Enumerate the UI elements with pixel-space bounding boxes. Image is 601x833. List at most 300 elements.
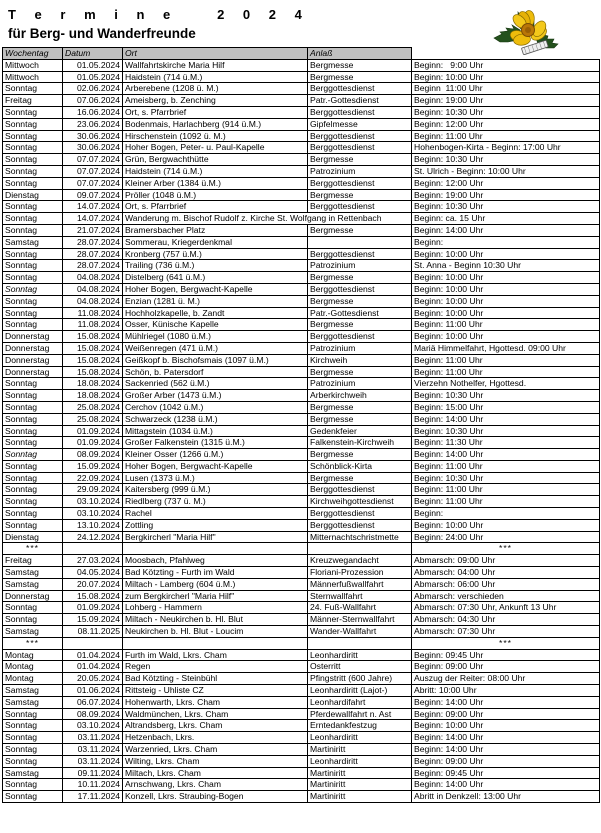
info-cell: Mariä Himmelfahrt, Hgottesd. 09:00 Uhr [412, 342, 600, 354]
weekday-cell: Montag [3, 661, 63, 673]
ort-cell: Cerchov (1042 ü.M.) [123, 401, 308, 413]
anlass-cell: Patrozinium [308, 260, 412, 272]
ort-cell: Lohberg - Hammern [123, 602, 308, 614]
empty-cell [123, 637, 308, 649]
info-cell: Beginn: [412, 508, 600, 520]
table-row [3, 590, 600, 602]
weekday-cell: Freitag [3, 555, 63, 567]
weekday-cell: Donnerstag [3, 590, 63, 602]
ort-cell: Hoher Bogen, Bergwacht-Kapelle [123, 283, 308, 295]
weekday-cell: Sonntag [3, 732, 63, 744]
date-cell: 03.10.2024 [63, 496, 123, 508]
anlass-cell: Pfingstritt (600 Jahre) [308, 673, 412, 685]
date-cell: 14.07.2024 [63, 213, 123, 225]
anlass-cell: Schönblick-Kirta [308, 460, 412, 472]
anlass-cell: Bergmesse [308, 413, 412, 425]
ort-cell: Geißkopf b. Bischofsmais (1097 ü.M.) [123, 354, 308, 366]
info-cell: Abmarsch: verschieden [412, 590, 600, 602]
table-row [3, 83, 600, 95]
date-cell: 03.11.2024 [63, 744, 123, 756]
ort-cell: Kaitersberg (999 ü.M.) [123, 484, 308, 496]
info-cell: Beginn: 09:00 Uhr [412, 661, 600, 673]
ort-cell: Rachel [123, 508, 308, 520]
date-cell: 03.11.2024 [63, 732, 123, 744]
anlass-cell: Bergmesse [308, 319, 412, 331]
anlass-cell: Martiniritt [308, 744, 412, 756]
date-cell: 20.07.2024 [63, 578, 123, 590]
table-row [3, 95, 600, 107]
date-cell: 01.06.2024 [63, 685, 123, 697]
ort-cell: Bodenmais, Harlachberg (914 ü.M.) [123, 118, 308, 130]
date-cell: 06.07.2024 [63, 696, 123, 708]
date-cell: 25.08.2024 [63, 401, 123, 413]
anlass-cell: Berggottesdienst [308, 106, 412, 118]
anlass-cell: Gedenkfeier [308, 425, 412, 437]
weekday-cell: Samstag [3, 626, 63, 638]
date-cell: 15.08.2024 [63, 331, 123, 343]
table-row [3, 366, 600, 378]
info-cell: Beginn: 10:00 Uhr [412, 248, 600, 260]
date-cell: 03.10.2024 [63, 720, 123, 732]
weekday-cell: Sonntag [3, 720, 63, 732]
info-cell: St. Anna - Beginn 10:30 Uhr [412, 260, 600, 272]
table-row [3, 390, 600, 402]
ort-cell: Regen [123, 661, 308, 673]
anlass-cell: Gipfelmesse [308, 118, 412, 130]
schedule-body [3, 59, 600, 802]
table-row [3, 531, 600, 543]
date-cell: 23.06.2024 [63, 118, 123, 130]
weekday-cell: Montag [3, 649, 63, 661]
anlass-cell: Erntedankfestzug [308, 720, 412, 732]
column-header-empty [412, 48, 600, 60]
ort-cell: Hirschenstein (1092 ü. M.) [123, 130, 308, 142]
table-row [3, 59, 600, 71]
date-cell: 20.05.2024 [63, 673, 123, 685]
anlass-cell: Bergmesse [308, 449, 412, 461]
ort-cell: Enzian (1281 ü. M.) [123, 295, 308, 307]
ort-cell: Furth im Wald, Lkrs. Cham [123, 649, 308, 661]
schedule-table [2, 47, 600, 803]
table-row [3, 401, 600, 413]
weekday-cell: Sonntag [3, 248, 63, 260]
info-cell: Beginn: 14:00 Uhr [412, 779, 600, 791]
date-cell: 04.08.2024 [63, 283, 123, 295]
weekday-cell: Samstag [3, 685, 63, 697]
anlass-cell: Berggottesdienst [308, 201, 412, 213]
separator-marker-right: *** [412, 543, 600, 555]
date-cell: 25.08.2024 [63, 413, 123, 425]
anlass-cell: Martiniritt [308, 767, 412, 779]
table-row [3, 307, 600, 319]
separator-marker-left: *** [3, 637, 63, 649]
info-cell: Beginn: 10:00 Uhr [412, 720, 600, 732]
date-cell: 01.09.2024 [63, 425, 123, 437]
date-cell: 08.09.2024 [63, 708, 123, 720]
separator-marker-right: *** [412, 637, 600, 649]
info-cell: Beginn: 14:00 Uhr [412, 744, 600, 756]
date-cell: 07.07.2024 [63, 177, 123, 189]
anlass-cell: Patrozinium [308, 342, 412, 354]
ort-cell: Arberebene (1208 ü. M.) [123, 83, 308, 95]
column-header-wochentag: Wochentag [3, 48, 63, 60]
info-cell: Beginn: 14:00 Uhr [412, 224, 600, 236]
info-cell: Beginn: 10:00 Uhr [412, 519, 600, 531]
date-cell: 14.07.2024 [63, 201, 123, 213]
info-cell: Beginn: 11:00 Uhr [412, 484, 600, 496]
ort-cell: Ort, s. Pfarrbrief [123, 106, 308, 118]
date-cell: 04.08.2024 [63, 295, 123, 307]
date-cell: 17.11.2024 [63, 791, 123, 803]
date-cell: 30.06.2024 [63, 130, 123, 142]
info-cell: Beginn: 10:30 Uhr [412, 390, 600, 402]
table-row [3, 508, 600, 520]
info-cell: Abmarsch: 07:30 Uhr, Ankunft 13 Uhr [412, 602, 600, 614]
table-row [3, 425, 600, 437]
table-row [3, 378, 600, 390]
info-cell: Beginn 11:00 Uhr [412, 83, 600, 95]
info-cell: Beginn: 10:30 Uhr [412, 425, 600, 437]
weekday-cell: Sonntag [3, 106, 63, 118]
info-cell: Vierzehn Nothelfer, Hgottesd. [412, 378, 600, 390]
anlass-cell: Arberkirchweih [308, 390, 412, 402]
date-cell: 01.04.2024 [63, 649, 123, 661]
table-row [3, 755, 600, 767]
anlass-cell: Berggottesdienst [308, 283, 412, 295]
info-cell: Beginn: 11:00 Uhr [412, 496, 600, 508]
anlass-cell: Männerfußwallfahrt [308, 578, 412, 590]
weekday-cell: Sonntag [3, 272, 63, 284]
anlass-cell: Osterritt [308, 661, 412, 673]
weekday-cell: Sonntag [3, 755, 63, 767]
info-cell: Abritt in Denkzell: 13:00 Uhr [412, 791, 600, 803]
ort-cell: Miltach, Lkrs. Cham [123, 767, 308, 779]
ort-cell: Kleiner Arber (1384 ü.M.) [123, 177, 308, 189]
info-cell: Beginn: 11:00 Uhr [412, 460, 600, 472]
weekday-cell: Freitag [3, 95, 63, 107]
table-row [3, 614, 600, 626]
weekday-cell: Sonntag [3, 519, 63, 531]
date-cell: 15.08.2024 [63, 342, 123, 354]
ort-cell: Wilting, Lkrs. Cham [123, 755, 308, 767]
ort-cell: Neukirchen b. Hl. Blut - Loucim [123, 626, 308, 638]
anlass-cell: Sternwallfahrt [308, 590, 412, 602]
table-row [3, 189, 600, 201]
table-row [3, 142, 600, 154]
column-header-datum: Datum [63, 48, 123, 60]
table-row [3, 224, 600, 236]
weekday-cell: Sonntag [3, 260, 63, 272]
date-cell: 18.08.2024 [63, 378, 123, 390]
table-row [3, 106, 600, 118]
date-cell: 21.07.2024 [63, 224, 123, 236]
anlass-cell [308, 236, 412, 248]
weekday-cell: Sonntag [3, 401, 63, 413]
weekday-cell: Sonntag [3, 602, 63, 614]
ort-cell: Pröller (1048 ü.M.) [123, 189, 308, 201]
weekday-cell: Samstag [3, 696, 63, 708]
anlass-cell: Kirchweihgottesdienst [308, 496, 412, 508]
column-header-anla: Anlaß [308, 48, 412, 60]
ort-cell: Wallfahrtskirche Maria Hilf [123, 59, 308, 71]
info-cell: Beginn: 10:00 Uhr [412, 272, 600, 284]
anlass-cell: Leonhardiritt [308, 755, 412, 767]
ort-cell: Rittsteig - Uhliste CZ [123, 685, 308, 697]
weekday-cell: Sonntag [3, 508, 63, 520]
info-cell: Beginn: 14:00 Uhr [412, 696, 600, 708]
ort-cell: Schön, b. Patersdorf [123, 366, 308, 378]
weekday-cell: Sonntag [3, 319, 63, 331]
table-row [3, 154, 600, 166]
ort-cell: Hetzenbach, Lkrs. [123, 732, 308, 744]
ort-cell: Kronberg (757 ü.M.) [123, 248, 308, 260]
weekday-cell: Sonntag [3, 307, 63, 319]
anlass-cell: Berggottesdienst [308, 130, 412, 142]
weekday-cell: Sonntag [3, 224, 63, 236]
ort-cell: Hohenwarth, Lkrs. Cham [123, 696, 308, 708]
ort-cell: Bad Kötzting - Furth im Wald [123, 567, 308, 579]
ort-cell: zum Bergkircherl "Maria Hilf" [123, 590, 308, 602]
date-cell: 01.09.2024 [63, 602, 123, 614]
date-cell: 30.06.2024 [63, 142, 123, 154]
ort-cell: Zottling [123, 519, 308, 531]
info-cell: Beginn: 10:00 Uhr [412, 331, 600, 343]
table-row [3, 177, 600, 189]
weekday-cell: Sonntag [3, 779, 63, 791]
info-cell: Abmarsch: 04:00 Uhr [412, 567, 600, 579]
weekday-cell: Sonntag [3, 496, 63, 508]
weekday-cell: Samstag [3, 578, 63, 590]
weekday-cell: Dienstag [3, 531, 63, 543]
weekday-cell: Sonntag [3, 142, 63, 154]
date-cell: 15.09.2024 [63, 614, 123, 626]
anlass-cell: Berggottesdienst [308, 519, 412, 531]
table-row [3, 201, 600, 213]
empty-cell [63, 637, 123, 649]
weekday-cell: Sonntag [3, 484, 63, 496]
table-row [3, 484, 600, 496]
anlass-cell: Mitternachtschristmette [308, 531, 412, 543]
info-cell: Auszug der Reiter: 08:00 Uhr [412, 673, 600, 685]
ort-cell: Warzenried, Lkrs. Cham [123, 744, 308, 756]
anlass-cell: Patrozinium [308, 165, 412, 177]
table-row [3, 732, 600, 744]
info-cell: Beginn: 19:00 Uhr [412, 95, 600, 107]
info-cell: Abritt: 10:00 Uhr [412, 685, 600, 697]
date-cell: 13.10.2024 [63, 519, 123, 531]
table-row [3, 767, 600, 779]
date-cell: 28.07.2024 [63, 260, 123, 272]
weekday-cell: Sonntag [3, 295, 63, 307]
ort-cell: Ort, s. Pfarrbrief [123, 201, 308, 213]
info-cell: Beginn: 24:00 Uhr [412, 531, 600, 543]
ort-cell: Sommerau, Kriegerdenkmal [123, 236, 308, 248]
date-cell: 07.06.2024 [63, 95, 123, 107]
anlass-cell: Leonhardifahrt [308, 696, 412, 708]
ort-cell: Grün, Bergwachthütte [123, 154, 308, 166]
date-cell: 22.09.2024 [63, 472, 123, 484]
column-header-ort: Ort [123, 48, 308, 60]
info-cell: Abmarsch: 04:30 Uhr [412, 614, 600, 626]
weekday-cell: Sonntag [3, 744, 63, 756]
table-row [3, 295, 600, 307]
date-cell: 01.05.2024 [63, 71, 123, 83]
date-cell: 10.11.2024 [63, 779, 123, 791]
ort-cell: Großer Falkenstein (1315 ü.M.) [123, 437, 308, 449]
table-row [3, 449, 600, 461]
table-row [3, 791, 600, 803]
anlass-cell: Wander-Wallfahrt [308, 626, 412, 638]
date-cell: 24.12.2024 [63, 531, 123, 543]
info-cell: Beginn: 14:00 Uhr [412, 413, 600, 425]
info-cell: Beginn: 15:00 Uhr [412, 401, 600, 413]
anlass-cell: 24. Fuß-Wallfahrt [308, 602, 412, 614]
table-row [3, 779, 600, 791]
info-cell: St. Ulrich - Beginn: 10:00 Uhr [412, 165, 600, 177]
weekday-cell: Sonntag [3, 425, 63, 437]
info-cell: Beginn: 11:00 Uhr [412, 354, 600, 366]
info-cell: Beginn: 09:00 Uhr [412, 755, 600, 767]
table-row [3, 649, 600, 661]
table-row [3, 696, 600, 708]
date-cell: 29.09.2024 [63, 484, 123, 496]
info-cell: Beginn: 09:45 Uhr [412, 649, 600, 661]
weekday-cell: Sonntag [3, 177, 63, 189]
empty-cell [308, 637, 412, 649]
ort-cell: Waldmünchen, Lkrs. Cham [123, 708, 308, 720]
anlass-cell: Bergmesse [308, 272, 412, 284]
weekday-cell: Dienstag [3, 189, 63, 201]
empty-cell [63, 543, 123, 555]
anlass-cell: Leonhardiritt [308, 732, 412, 744]
date-cell: 03.11.2024 [63, 755, 123, 767]
table-row [3, 472, 600, 484]
anlass-cell: Kirchweih [308, 354, 412, 366]
info-cell: Beginn: 11:00 Uhr [412, 130, 600, 142]
weekday-cell: Donnerstag [3, 342, 63, 354]
weekday-cell: Sonntag [3, 154, 63, 166]
table-row [3, 413, 600, 425]
empty-cell [308, 543, 412, 555]
table-row [3, 130, 600, 142]
date-cell: 15.08.2024 [63, 590, 123, 602]
date-cell: 08.11.2025 [63, 626, 123, 638]
table-row [3, 744, 600, 756]
info-cell: Beginn: 19:00 Uhr [412, 189, 600, 201]
table-row [3, 437, 600, 449]
weekday-cell: Sonntag [3, 213, 63, 225]
info-cell: Beginn: 11:00 Uhr [412, 366, 600, 378]
table-row [3, 248, 600, 260]
date-cell: 18.08.2024 [63, 390, 123, 402]
weekday-cell: Sonntag [3, 460, 63, 472]
info-cell: Beginn: 10:30 Uhr [412, 472, 600, 484]
ort-cell: Trailing (736 ü.M.) [123, 260, 308, 272]
table-row [3, 354, 600, 366]
anlass-cell: Berggottesdienst [308, 142, 412, 154]
date-cell: 04.08.2024 [63, 272, 123, 284]
info-cell: Beginn: 10:00 Uhr [412, 295, 600, 307]
separator-marker-left: *** [3, 543, 63, 555]
info-cell: Beginn: ca. 15 Uhr [412, 213, 600, 225]
ort-cell: Lusen (1373 ü.M.) [123, 472, 308, 484]
ort-cell: Hochholzkapelle, b. Zandt [123, 307, 308, 319]
anlass-cell: Bergmesse [308, 401, 412, 413]
page-subtitle: für Berg- und Wanderfreunde [8, 26, 196, 41]
date-cell: 03.10.2024 [63, 508, 123, 520]
weekday-cell: Sonntag [3, 708, 63, 720]
ort-cell: Distelberg (641 ü.M.) [123, 272, 308, 284]
info-cell: Beginn: 10:30 Uhr [412, 201, 600, 213]
weekday-cell: Sonntag [3, 165, 63, 177]
ort-cell: Bad Kötzting - Steinbühl [123, 673, 308, 685]
table-row [3, 720, 600, 732]
table-row [3, 661, 600, 673]
info-cell: Beginn: 14:00 Uhr [412, 732, 600, 744]
date-cell: 11.08.2024 [63, 307, 123, 319]
table-row [3, 685, 600, 697]
weekday-cell: Sonntag [3, 283, 63, 295]
ort-cell: Osser, Künische Kapelle [123, 319, 308, 331]
separator-row [3, 637, 600, 649]
weekday-cell: Sonntag [3, 83, 63, 95]
date-cell: 15.08.2024 [63, 366, 123, 378]
date-cell: 16.06.2024 [63, 106, 123, 118]
ort-anlass-merged-cell: Wanderung m. Bischof Rudolf z. Kirche St. Wolfgang in Rettenbach [123, 213, 412, 225]
info-cell: Hohenbogen-Kirta - Beginn: 17:00 Uhr [412, 142, 600, 154]
weekday-cell: Sonntag [3, 413, 63, 425]
table-row [3, 260, 600, 272]
info-cell: Beginn: 14:00 Uhr [412, 449, 600, 461]
weekday-cell: Sonntag [3, 614, 63, 626]
ort-cell: Miltach - Neukirchen b. Hl. Blut [123, 614, 308, 626]
ort-cell: Bergkircherl "Maria Hilf" [123, 531, 308, 543]
ort-cell: Mittagstein (1034 ü.M.) [123, 425, 308, 437]
anlass-cell: Martiniritt [308, 791, 412, 803]
ort-cell: Haidstein (714 ü.M.) [123, 165, 308, 177]
empty-cell [123, 543, 308, 555]
weekday-cell: Sonntag [3, 449, 63, 461]
info-cell: Beginn: 11:00 Uhr [412, 319, 600, 331]
ort-cell: Ameisberg, b. Zenching [123, 95, 308, 107]
ort-cell: Großer Arber (1473 ü.M.) [123, 390, 308, 402]
anlass-cell: Falkenstein-Kirchweih [308, 437, 412, 449]
weekday-cell: Sonntag [3, 791, 63, 803]
date-cell: 11.08.2024 [63, 319, 123, 331]
date-cell: 08.09.2024 [63, 449, 123, 461]
ort-cell: Mühlriegel (1080 ü.M.) [123, 331, 308, 343]
weekday-cell: Mittwoch [3, 59, 63, 71]
anlass-cell: Berggottesdienst [308, 83, 412, 95]
ort-cell: Altrandsberg, Lkrs. Cham [123, 720, 308, 732]
ort-cell: Riedlberg (737 ü. M.) [123, 496, 308, 508]
anlass-cell: Berggottesdienst [308, 248, 412, 260]
info-cell: Abmarsch: 09:00 Uhr [412, 555, 600, 567]
anlass-cell: Kreuzwegandacht [308, 555, 412, 567]
weekday-cell: Sonntag [3, 437, 63, 449]
info-cell: Beginn: 10:30 Uhr [412, 154, 600, 166]
date-cell: 09.07.2024 [63, 189, 123, 201]
table-row [3, 567, 600, 579]
info-cell: Beginn: 09:00 Uhr [412, 708, 600, 720]
table-row [3, 118, 600, 130]
anlass-cell: Männer-Sternwallfahrt [308, 614, 412, 626]
weekday-cell: Sonntag [3, 118, 63, 130]
table-row [3, 496, 600, 508]
anlass-cell: Floriani-Prozession [308, 567, 412, 579]
anlass-cell: Bergmesse [308, 472, 412, 484]
weekday-cell: Donnerstag [3, 366, 63, 378]
